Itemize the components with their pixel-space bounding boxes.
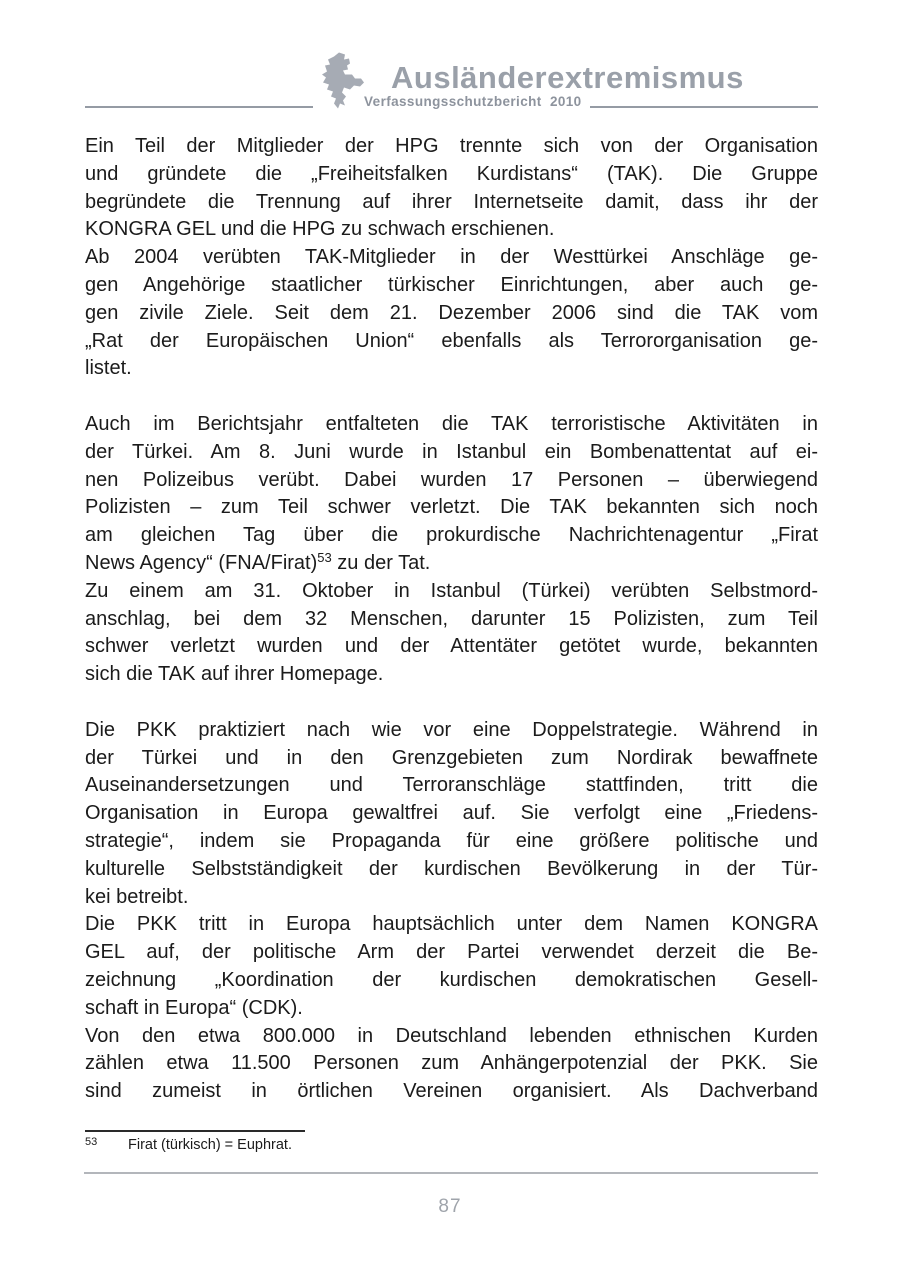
text-line: schwer verletzt wurden und der Attentäter getötet wurde, bekannten [85,635,818,658]
header-rule-left [85,106,313,108]
text-line: Die PKK praktiziert nach wie vor eine Doppelstrategie. Während in [85,718,818,741]
saxony-anhalt-map-icon [314,51,366,110]
text-line: gen zivile Ziele. Seit dem 21. Dezember 2006 sind die TAK vom [85,301,818,324]
report-subtitle: Verfassungsschutzbericht 2010 [364,94,582,109]
footnote-separator [85,1130,305,1132]
paragraph [85,244,818,383]
text-line: zeichnung „Koordination der kurdischen demokratischen Gesell- [85,968,818,991]
text-line: begründete die Trennung auf ihrer Internetseite damit, dass ihr der [85,190,818,213]
text-line [85,550,818,578]
text-line: Zu einem am 31. Oktober in Istanbul (Türkei) verübten Selbstmord- [85,579,818,602]
text-line: strategie“, indem sie Propaganda für eine größere politische und [85,829,818,852]
text-line: nen Polizeibus verübt. Dabei wurden 17 Personen – überwiegend [85,468,818,491]
text-line: kei betreibt. [85,885,189,908]
text-line: anschlag, bei dem 32 Menschen, darunter 15 Polizisten, zum Teil [85,607,818,630]
text-part: News Agency“ (FNA/Firat) [85,551,318,574]
text-line: Ein Teil der Mitglieder der HPG trennte sich von der Organisation [85,135,818,157]
footer-rule [84,1172,818,1174]
text-part: zu der Tat. [331,551,431,574]
paragraph [85,578,818,689]
paragraph [85,717,818,912]
text-line: Ab 2004 verübten TAK-Mitglieder in der Westtürkei Anschläge ge- [85,246,818,269]
text-line: Polizisten – zum Teil schwer verletzt. Die TAK bekannten sich noch [85,496,818,519]
text-line: schaft in Europa“ (CDK). [85,996,303,1019]
text-line: Organisation in Europa gewaltfrei auf. Sie verfolgt eine „Friedens- [85,802,818,825]
footnote-number: 53 [85,1136,98,1148]
text-line: zählen etwa 11.500 Personen zum Anhängerpotenzial der PKK. Sie [85,1052,818,1075]
paragraph [85,1023,818,1106]
text-line: listet. [85,357,132,380]
text-line: sich die TAK auf ihrer Homepage. [85,663,384,686]
text-line: Auch im Berichtsjahr entfalteten die TAK terroristische Aktivitäten in [85,412,818,435]
text-line: Von den etwa 800.000 in Deutschland lebenden ethnischen Kurden [85,1024,818,1047]
footnote [85,1136,818,1154]
body-text-column [85,133,818,1106]
header-rule-right [590,106,818,108]
text-line: der Türkei. Am 8. Juni wurde in Istanbul ein Bombenattentat auf ei- [85,440,818,463]
text-line: und gründete die „Freiheitsfalken Kurdistans“ (TAK). Die Gruppe [85,162,818,185]
text-line: „Rat der Europäischen Union“ ebenfalls als Terrororganisation ge- [85,329,818,352]
footnote-text: Firat (türkisch) = Euphrat. [128,1137,292,1153]
text-line: der Türkei und in den Grenzgebieten zum Nordirak bewaffnete [85,746,818,769]
text-line: Die PKK tritt in Europa hauptsächlich unter dem Namen KONGRA [85,913,818,936]
text-line: gen Angehörige staatlicher türkischer Einrichtungen, aber auch ge- [85,273,818,296]
paragraph [85,133,818,244]
text-line: KONGRA GEL und die HPG zu schwach erschienen. [85,218,555,241]
text-line: kulturelle Selbstständigkeit der kurdischen Bevölkerung in der Tür- [85,857,818,880]
text-line: am gleichen Tag über die prokurdische Nachrichtenagentur „Firat [85,524,818,547]
page-number: 87 [438,1196,462,1217]
paragraph [85,911,818,1022]
text-line: Auseinandersetzungen und Terroranschläge stattfinden, tritt die [85,774,818,797]
chapter-title: Ausländerextremismus [391,60,744,95]
footnote-ref-53: 53 [317,549,332,565]
text-line: sind zumeist in örtlichen Vereinen organisiert. Als Dachverband [85,1080,818,1103]
text-line: GEL auf, der politische Arm der Partei verwendet derzeit die Be- [85,941,818,964]
paragraph [85,411,818,578]
